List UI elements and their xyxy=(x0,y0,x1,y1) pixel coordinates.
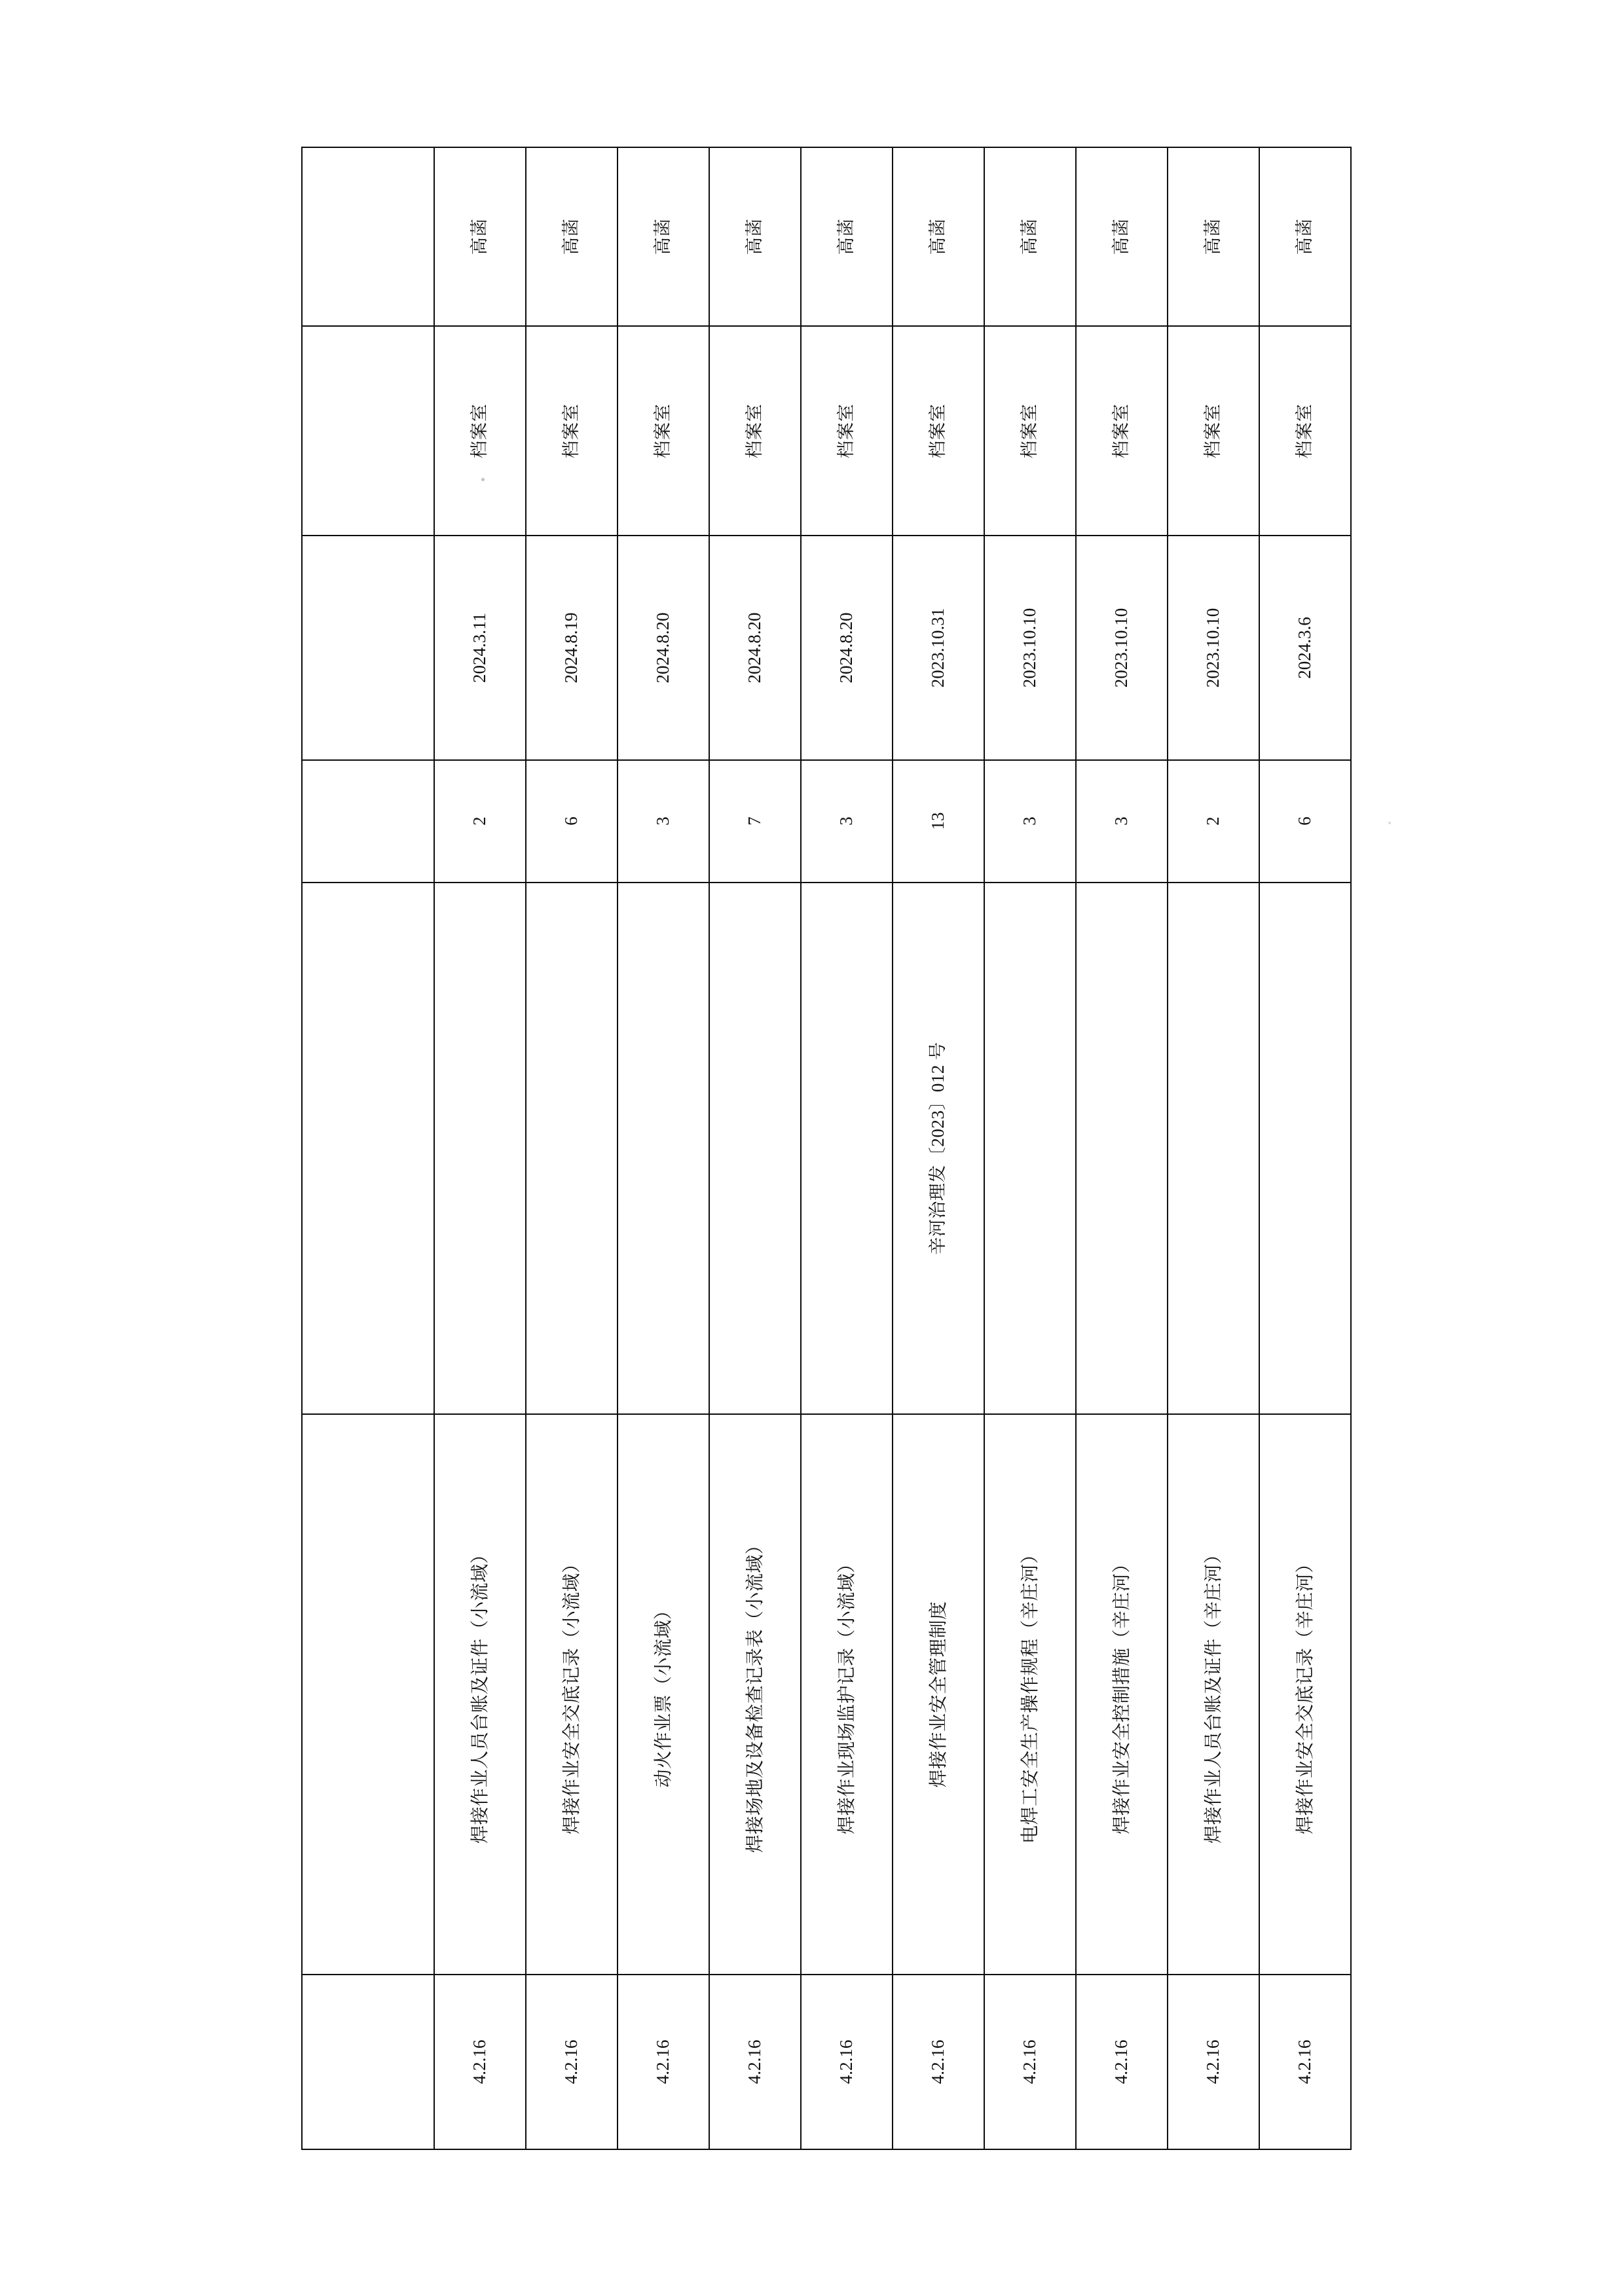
cell-doc-no xyxy=(709,882,801,1414)
cell-count xyxy=(1168,759,1259,882)
doc-no-text xyxy=(569,883,574,1413)
table-row xyxy=(1076,147,1168,2149)
doc-no-text xyxy=(752,883,758,1413)
count-text: 3 xyxy=(1020,816,1040,826)
cell-code xyxy=(984,1974,1076,2149)
header-cell-dept xyxy=(302,325,434,536)
cell-code xyxy=(1168,1974,1259,2149)
cell-name xyxy=(434,1414,526,1974)
cell-code xyxy=(1076,1974,1168,2149)
cell-doc-no xyxy=(1076,882,1168,1414)
cell-code xyxy=(709,1974,801,2149)
cell-count xyxy=(1259,759,1351,882)
person-text: 高菡 xyxy=(836,217,857,255)
date-text: 2023.10.10 xyxy=(1203,608,1223,687)
header-cell-date xyxy=(302,536,434,759)
header-code-text xyxy=(365,1975,371,2148)
code-text: 4.2.16 xyxy=(653,2039,673,2084)
dept-text: 档案室 xyxy=(1203,403,1223,458)
cell-date xyxy=(1076,536,1168,759)
records-table xyxy=(301,147,1352,2150)
person-text: 高菡 xyxy=(1295,217,1315,255)
doc-no-text xyxy=(1302,883,1308,1413)
doc-no-text xyxy=(661,883,666,1413)
cell-name xyxy=(618,1414,709,1974)
cell-dept xyxy=(1259,325,1351,536)
cell-dept xyxy=(984,325,1076,536)
cell-dept xyxy=(1168,325,1259,536)
table-row xyxy=(893,147,984,2149)
person-text: 高菡 xyxy=(1111,217,1132,255)
header-dept-text xyxy=(365,326,371,535)
count-text: 2 xyxy=(470,816,490,826)
cell-person xyxy=(709,147,801,326)
person-text: 高菡 xyxy=(470,217,490,255)
cell-date xyxy=(709,536,801,759)
cell-date xyxy=(984,536,1076,759)
cell-date xyxy=(1259,536,1351,759)
name-text: 焊接作业安全控制措施（辛庄河） xyxy=(1111,1554,1132,1834)
cell-name xyxy=(801,1414,893,1974)
count-text: 7 xyxy=(745,816,765,826)
cell-date xyxy=(526,536,618,759)
count-text: 6 xyxy=(561,816,581,826)
table-row xyxy=(1168,147,1259,2149)
cell-code xyxy=(801,1974,893,2149)
rotated-table-wrapper xyxy=(301,147,1323,2150)
cell-doc-no xyxy=(801,882,893,1414)
person-text: 高菡 xyxy=(1203,217,1223,255)
cell-doc-no xyxy=(618,882,709,1414)
header-doc-no-text xyxy=(365,883,371,1413)
cell-count xyxy=(984,759,1076,882)
header-cell-name xyxy=(302,1414,434,1974)
date-text: 2024.8.20 xyxy=(836,612,857,683)
dept-text: 档案室 xyxy=(745,403,765,458)
code-text: 4.2.16 xyxy=(561,2039,581,2084)
count-text: 3 xyxy=(836,816,857,826)
cell-doc-no xyxy=(434,882,526,1414)
person-text: 高菡 xyxy=(745,217,765,255)
code-text: 4.2.16 xyxy=(928,2039,948,2084)
count-text: 6 xyxy=(1295,816,1315,826)
cell-count xyxy=(434,759,526,882)
name-text: 动火作业票（小流域） xyxy=(653,1601,674,1788)
doc-no-text xyxy=(1119,883,1124,1413)
date-text: 2023.10.10 xyxy=(1020,608,1040,687)
cell-date xyxy=(618,536,709,759)
code-text: 4.2.16 xyxy=(1295,2039,1315,2084)
cell-person xyxy=(1076,147,1168,326)
dept-text: 档案室 xyxy=(928,403,948,458)
header-cell-code xyxy=(302,1974,434,2149)
name-text: 焊接作业安全交底记录（辛庄河） xyxy=(1295,1554,1316,1834)
cell-code xyxy=(434,1974,526,2149)
code-text: 4.2.16 xyxy=(1111,2039,1132,2084)
cell-dept xyxy=(709,325,801,536)
date-text: 2023.10.10 xyxy=(1111,608,1132,687)
code-text: 4.2.16 xyxy=(1203,2039,1223,2084)
cell-code xyxy=(1259,1974,1351,2149)
count-text: 3 xyxy=(1111,816,1132,826)
table-row xyxy=(526,147,618,2149)
header-date-text xyxy=(365,536,371,759)
header-count-text xyxy=(365,760,371,881)
table-header-row xyxy=(302,147,434,2149)
doc-no-text xyxy=(844,883,849,1413)
cell-name xyxy=(1168,1414,1259,1974)
date-text: 2024.3.6 xyxy=(1295,616,1315,679)
cell-date xyxy=(801,536,893,759)
cell-doc-no xyxy=(526,882,618,1414)
person-text: 高菡 xyxy=(928,217,948,255)
name-text: 焊接作业安全管理制度 xyxy=(928,1601,949,1788)
cell-code xyxy=(618,1974,709,2149)
doc-no-text xyxy=(1027,883,1033,1413)
cell-person xyxy=(893,147,984,326)
cell-person xyxy=(1168,147,1259,326)
cell-doc-no xyxy=(1168,882,1259,1414)
dept-text: 档案室 xyxy=(470,403,490,458)
cell-code xyxy=(526,1974,618,2149)
doc-no-text xyxy=(477,883,483,1413)
name-text: 焊接作业人员台账及证件（辛庄河） xyxy=(1203,1544,1224,1844)
table-row xyxy=(801,147,893,2149)
cell-doc-no xyxy=(1259,882,1351,1414)
cell-date xyxy=(893,536,984,759)
dept-text: 档案室 xyxy=(653,403,673,458)
cell-count xyxy=(801,759,893,882)
cell-person xyxy=(1259,147,1351,326)
person-text: 高菡 xyxy=(561,217,581,255)
cell-name xyxy=(1076,1414,1168,1974)
table-row xyxy=(434,147,526,2149)
cell-dept xyxy=(1076,325,1168,536)
header-cell-doc-no xyxy=(302,882,434,1414)
cell-doc-no xyxy=(893,882,984,1414)
date-text: 2024.3.11 xyxy=(470,612,490,683)
name-text: 焊接作业现场监护记录（小流域） xyxy=(836,1554,857,1834)
count-text: 13 xyxy=(928,812,948,830)
name-text: 电焊工安全生产操作规程（辛庄河） xyxy=(1020,1544,1041,1844)
code-text: 4.2.16 xyxy=(836,2039,857,2084)
count-text: 3 xyxy=(653,816,673,826)
table-row xyxy=(1259,147,1351,2149)
doc-no-text: 辛河治理发〔2023〕012 号 xyxy=(928,1041,948,1255)
table-row xyxy=(984,147,1076,2149)
cell-person xyxy=(801,147,893,326)
cell-code xyxy=(893,1974,984,2149)
scan-speck xyxy=(1388,822,1391,824)
date-text: 2024.8.20 xyxy=(653,612,673,683)
cell-count xyxy=(1076,759,1168,882)
header-person-text xyxy=(365,148,371,325)
date-text: 2023.10.31 xyxy=(928,608,948,687)
cell-name xyxy=(526,1414,618,1974)
cell-doc-no xyxy=(984,882,1076,1414)
cell-name xyxy=(984,1414,1076,1974)
dept-text: 档案室 xyxy=(561,403,581,458)
cell-count xyxy=(709,759,801,882)
code-text: 4.2.16 xyxy=(745,2039,765,2084)
dept-text: 档案室 xyxy=(1020,403,1040,458)
header-cell-count xyxy=(302,759,434,882)
dept-text: 档案室 xyxy=(836,403,857,458)
person-text: 高菡 xyxy=(1020,217,1040,255)
table-row xyxy=(618,147,709,2149)
cell-name xyxy=(1259,1414,1351,1974)
cell-person xyxy=(984,147,1076,326)
cell-dept xyxy=(801,325,893,536)
cell-name xyxy=(709,1414,801,1974)
code-text: 4.2.16 xyxy=(1020,2039,1040,2084)
dept-text: 档案室 xyxy=(1295,403,1315,458)
cell-name xyxy=(893,1414,984,1974)
cell-count xyxy=(893,759,984,882)
dept-text: 档案室 xyxy=(1111,403,1132,458)
name-text: 焊接作业人员台账及证件（小流域） xyxy=(470,1544,490,1844)
header-cell-person xyxy=(302,147,434,326)
cell-person xyxy=(434,147,526,326)
cell-person xyxy=(526,147,618,326)
table-row xyxy=(709,147,801,2149)
cell-dept xyxy=(618,325,709,536)
name-text: 焊接场地及设备检查记录表（小流域） xyxy=(745,1535,766,1853)
date-text: 2024.8.19 xyxy=(561,612,581,683)
cell-dept xyxy=(526,325,618,536)
cell-date xyxy=(434,536,526,759)
date-text: 2024.8.20 xyxy=(745,612,765,683)
cell-count xyxy=(526,759,618,882)
header-name-text xyxy=(365,1415,371,1973)
person-text: 高菡 xyxy=(653,217,673,255)
name-text: 焊接作业安全交底记录（小流域） xyxy=(561,1554,582,1834)
count-text: 2 xyxy=(1203,816,1223,826)
doc-no-text xyxy=(1211,883,1216,1413)
cell-person xyxy=(618,147,709,326)
cell-dept xyxy=(434,325,526,536)
cell-date xyxy=(1168,536,1259,759)
code-text: 4.2.16 xyxy=(470,2039,490,2084)
cell-count xyxy=(618,759,709,882)
cell-dept xyxy=(893,325,984,536)
